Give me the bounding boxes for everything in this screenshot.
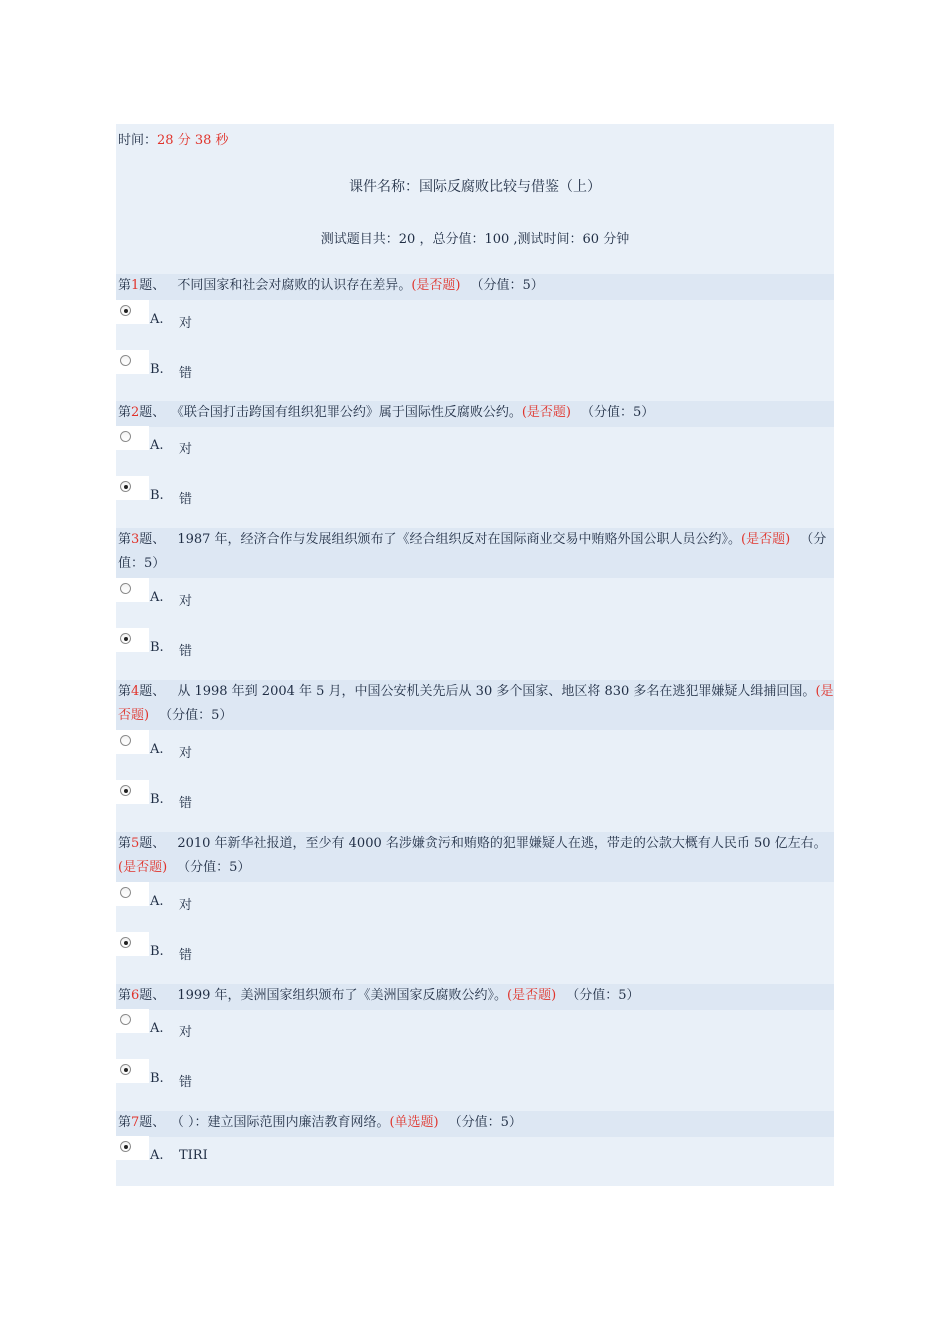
question-suffix: 题、 — [139, 684, 166, 699]
option-text: 对 — [179, 594, 193, 609]
question-text: 《联合国打击跨国有组织犯罪公约》属于国际性反腐败公约。 — [177, 405, 522, 420]
question-text: 1987 年，经济合作与发展组织颁布了《经合组织反对在国际商业交易中贿赂外国公职人员公约》。 — [177, 532, 742, 547]
option-letter: B. — [150, 488, 164, 503]
question-type: (是否题) — [118, 860, 168, 875]
question-score: （分值：5） — [470, 278, 544, 293]
radio-cell — [116, 300, 149, 324]
question-suffix: 题、 — [139, 278, 166, 293]
option-text: 错 — [179, 948, 193, 963]
radio-cell — [116, 350, 149, 374]
test-summary: 测试题目共：20 ，总分值：100 ,测试时间：60 分钟 — [320, 232, 630, 247]
radio-cell — [116, 730, 149, 754]
question-type: (是否题) — [521, 405, 571, 420]
radio-cell — [116, 1136, 149, 1160]
radio-cell — [116, 882, 149, 906]
question-text: （ ）：建立国际范围内廉洁教育网络。 — [177, 1115, 390, 1130]
radio-button[interactable] — [120, 355, 131, 366]
question-suffix: 题、 — [139, 988, 166, 1003]
option-text: 错 — [179, 492, 193, 507]
question-type: (是否题) — [507, 988, 557, 1003]
question-prefix: 第 — [118, 836, 132, 851]
option-text: 对 — [179, 316, 193, 331]
question-type: (是否题) — [411, 278, 461, 293]
option-text: 错 — [179, 644, 193, 659]
question-type: (单选题) — [389, 1115, 439, 1130]
question-number: 1 — [131, 278, 140, 293]
option-text: 对 — [179, 442, 193, 457]
question-prefix: 第 — [118, 1115, 132, 1130]
radio-cell — [116, 1009, 149, 1033]
quiz-panel — [116, 124, 834, 1186]
option-text: TIRI — [179, 1148, 208, 1163]
question-score: （分值：5） — [177, 860, 251, 875]
option-letter: A. — [150, 1021, 164, 1036]
radio-button[interactable] — [120, 1014, 131, 1025]
question-suffix: 题、 — [139, 1115, 166, 1130]
radio-cell — [116, 476, 149, 500]
radio-button[interactable] — [120, 735, 131, 746]
question-5 — [118, 832, 834, 880]
radio-button[interactable] — [120, 937, 131, 948]
option-letter: A. — [150, 894, 164, 909]
question-score: （分值：5） — [566, 988, 640, 1003]
radio-button[interactable] — [120, 1141, 131, 1152]
timer-label: 时间： — [118, 133, 158, 148]
option-text: 错 — [179, 796, 193, 811]
question-score: （分值：5） — [580, 405, 655, 420]
option-letter: A. — [150, 742, 164, 757]
question-suffix: 题、 — [139, 532, 166, 547]
radio-cell — [116, 1059, 149, 1083]
option-text: 对 — [179, 1025, 193, 1040]
question-prefix: 第 — [118, 278, 132, 293]
question-text: 1999 年，美洲国家组织颁布了《美洲国家反腐败公约》。 — [177, 988, 508, 1003]
timer-value: 28 分 38 秒 — [157, 133, 229, 148]
question-prefix: 第 — [118, 532, 132, 547]
option-text: 对 — [179, 898, 193, 913]
question-score: （分值：5） — [448, 1115, 522, 1130]
question-4 — [118, 680, 834, 728]
option-letter: B. — [150, 792, 164, 807]
option-letter: B. — [150, 944, 164, 959]
question-prefix: 第 — [118, 684, 132, 699]
question-text: 2010 年新华社报道，至少有 4000 名涉嫌贪污和贿赂的犯罪嫌疑人在逃，带走的公款大概有人民币 50 亿左右。 — [177, 836, 827, 851]
radio-cell — [116, 780, 149, 804]
timer — [118, 129, 229, 148]
question-score: （分值：5） — [159, 708, 233, 723]
question-7 — [118, 1111, 834, 1135]
question-number: 2 — [131, 405, 140, 420]
question-number: 4 — [131, 684, 140, 699]
radio-cell — [116, 426, 149, 450]
question-number: 3 — [131, 532, 140, 547]
question-number: 5 — [131, 836, 140, 851]
radio-button[interactable] — [120, 583, 131, 594]
question-1 — [118, 274, 834, 298]
option-letter: B. — [150, 362, 164, 377]
question-type: (是否题) — [741, 532, 791, 547]
radio-cell — [116, 578, 149, 602]
option-text: 错 — [179, 366, 193, 381]
radio-button[interactable] — [120, 1064, 131, 1075]
option-letter: A. — [150, 590, 164, 605]
question-text: 不同国家和社会对腐败的认识存在差异。 — [177, 278, 412, 293]
option-letter: A. — [150, 438, 164, 453]
radio-button[interactable] — [120, 481, 131, 492]
question-type: (是否题) — [118, 684, 834, 723]
option-text: 错 — [179, 1075, 193, 1090]
question-suffix: 题、 — [139, 836, 166, 851]
radio-button[interactable] — [120, 785, 131, 796]
radio-button[interactable] — [120, 887, 131, 898]
option-letter: A. — [150, 312, 164, 327]
question-number: 7 — [131, 1115, 140, 1130]
radio-button[interactable] — [120, 633, 131, 644]
question-prefix: 第 — [118, 988, 132, 1003]
course-title: 课件名称：国际反腐败比较与借鉴（上） — [349, 179, 601, 195]
question-number: 6 — [131, 988, 140, 1003]
radio-button[interactable] — [120, 305, 131, 316]
radio-cell — [116, 932, 149, 956]
radio-button[interactable] — [120, 431, 131, 442]
option-letter: B. — [150, 640, 164, 655]
question-suffix: 题、 — [139, 405, 166, 420]
question-text: 从 1998 年到 2004 年 5 月，中国公安机关先后从 30 多个国家、地区将 830 多名在逃犯罪嫌疑人缉捕回国。 — [177, 684, 816, 699]
option-letter: B. — [150, 1071, 164, 1086]
question-6 — [118, 984, 834, 1008]
radio-cell — [116, 628, 149, 652]
question-2 — [118, 401, 834, 425]
option-text: 对 — [179, 746, 193, 761]
question-3 — [118, 528, 834, 576]
question-prefix: 第 — [118, 405, 132, 420]
question-score: （分值：5） — [118, 532, 827, 571]
option-letter: A. — [150, 1148, 164, 1163]
